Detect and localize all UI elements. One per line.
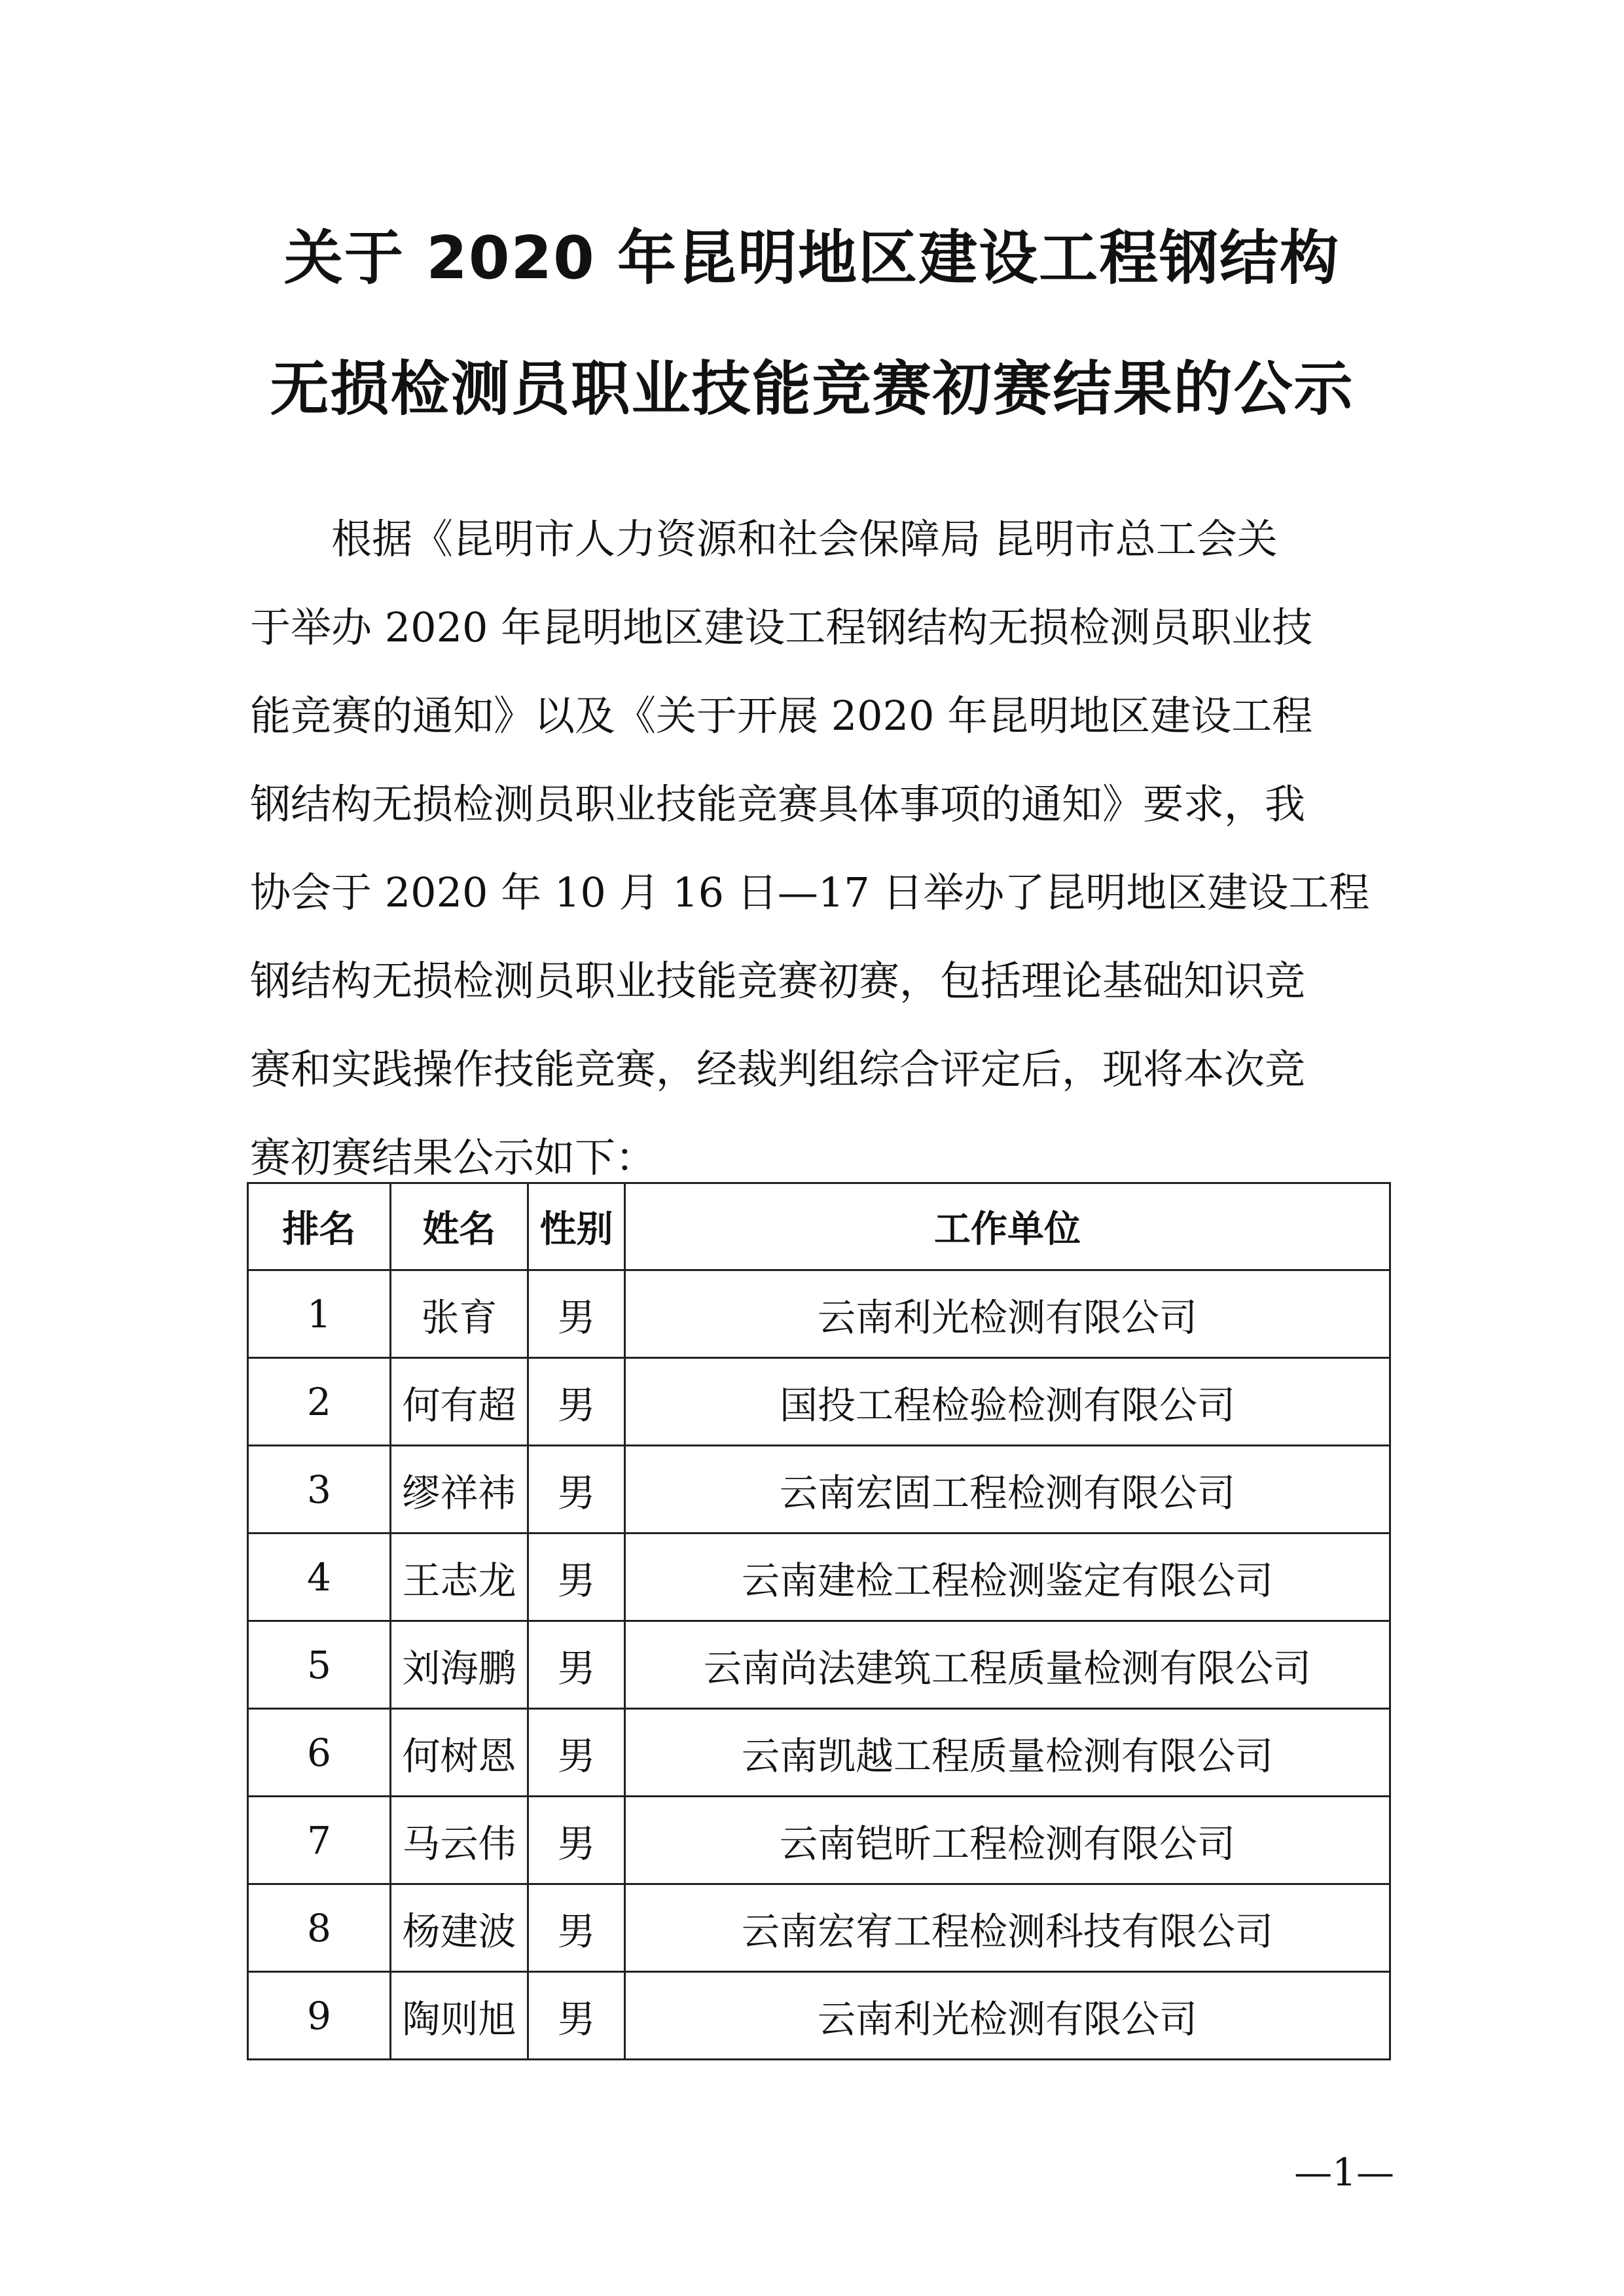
header-name: 姓名	[391, 1183, 528, 1270]
cell-name: 陶则旭	[391, 1972, 528, 2060]
body-line: 协会于 2020 年 10 月 16 日—17 日举办了昆明地区建设工程	[250, 869, 1370, 916]
cell-employer: 云南宏固工程检测有限公司	[625, 1446, 1390, 1534]
table-row	[248, 1446, 1390, 1534]
cell-rank: 3	[248, 1446, 391, 1534]
body-line: 能竞赛的通知》以及《关于开展 2020 年昆明地区建设工程	[250, 692, 1313, 740]
table-row	[248, 1621, 1390, 1709]
cell-name: 刘海鹏	[391, 1621, 528, 1709]
cell-employer: 云南铠昕工程检测有限公司	[625, 1797, 1390, 1884]
cell-gender: 男	[528, 1358, 625, 1446]
table-row	[248, 1972, 1390, 2060]
cell-name: 张育	[391, 1270, 528, 1358]
table-header-row	[248, 1183, 1390, 1270]
cell-rank: 1	[248, 1270, 391, 1358]
document-title-line-2: 无损检测员职业技能竞赛初赛结果的公示	[270, 355, 1354, 423]
table-row	[248, 1884, 1390, 1972]
header-gender: 性别	[528, 1183, 625, 1270]
cell-employer: 云南宏宥工程检测科技有限公司	[625, 1884, 1390, 1972]
cell-employer: 国投工程检验检测有限公司	[625, 1358, 1390, 1446]
results-table	[247, 1182, 1391, 2060]
body-line: 钢结构无损检测员职业技能竞赛初赛，包括理论基础知识竞	[250, 957, 1306, 1005]
cell-gender: 男	[528, 1797, 625, 1884]
cell-rank: 5	[248, 1621, 391, 1709]
cell-gender: 男	[528, 1709, 625, 1797]
cell-employer: 云南利光检测有限公司	[625, 1270, 1390, 1358]
cell-employer: 云南建检工程检测鉴定有限公司	[625, 1534, 1390, 1621]
header-employer: 工作单位	[625, 1183, 1390, 1270]
cell-name: 王志龙	[391, 1534, 528, 1621]
cell-employer: 云南凯越工程质量检测有限公司	[625, 1709, 1390, 1797]
cell-name: 马云伟	[391, 1797, 528, 1884]
table-row	[248, 1797, 1390, 1884]
cell-rank: 6	[248, 1709, 391, 1797]
cell-gender: 男	[528, 1972, 625, 2060]
cell-name: 杨建波	[391, 1884, 528, 1972]
table-row	[248, 1534, 1390, 1621]
body-line: 赛和实践操作技能竞赛，经裁判组综合评定后，现将本次竞	[250, 1045, 1306, 1093]
body-line: 于举办 2020 年昆明地区建设工程钢结构无损检测员职业技	[250, 603, 1313, 651]
cell-name: 何树恩	[391, 1709, 528, 1797]
body-line: 钢结构无损检测员职业技能竞赛具体事项的通知》要求，我	[250, 780, 1306, 828]
header-rank: 排名	[248, 1183, 391, 1270]
cell-gender: 男	[528, 1621, 625, 1709]
page-number: —1—	[1294, 2150, 1394, 2195]
body-line: 根据《昆明市人力资源和社会保障局 昆明市总工会关	[250, 515, 1278, 563]
cell-rank: 8	[248, 1884, 391, 1972]
cell-name: 缪祥祎	[391, 1446, 528, 1534]
cell-name: 何有超	[391, 1358, 528, 1446]
cell-rank: 4	[248, 1534, 391, 1621]
cell-employer: 云南尚法建筑工程质量检测有限公司	[625, 1621, 1390, 1709]
cell-employer: 云南利光检测有限公司	[625, 1972, 1390, 2060]
cell-gender: 男	[528, 1446, 625, 1534]
table-row	[248, 1358, 1390, 1446]
cell-gender: 男	[528, 1270, 625, 1358]
cell-rank: 7	[248, 1797, 391, 1884]
cell-rank: 2	[248, 1358, 391, 1446]
cell-gender: 男	[528, 1534, 625, 1621]
table-row	[248, 1270, 1390, 1358]
cell-rank: 9	[248, 1972, 391, 2060]
body-line: 赛初赛结果公示如下：	[250, 1134, 657, 1181]
cell-gender: 男	[528, 1884, 625, 1972]
document-title-line-1: 关于 2020 年昆明地区建设工程钢结构	[283, 224, 1341, 293]
table-row	[248, 1709, 1390, 1797]
